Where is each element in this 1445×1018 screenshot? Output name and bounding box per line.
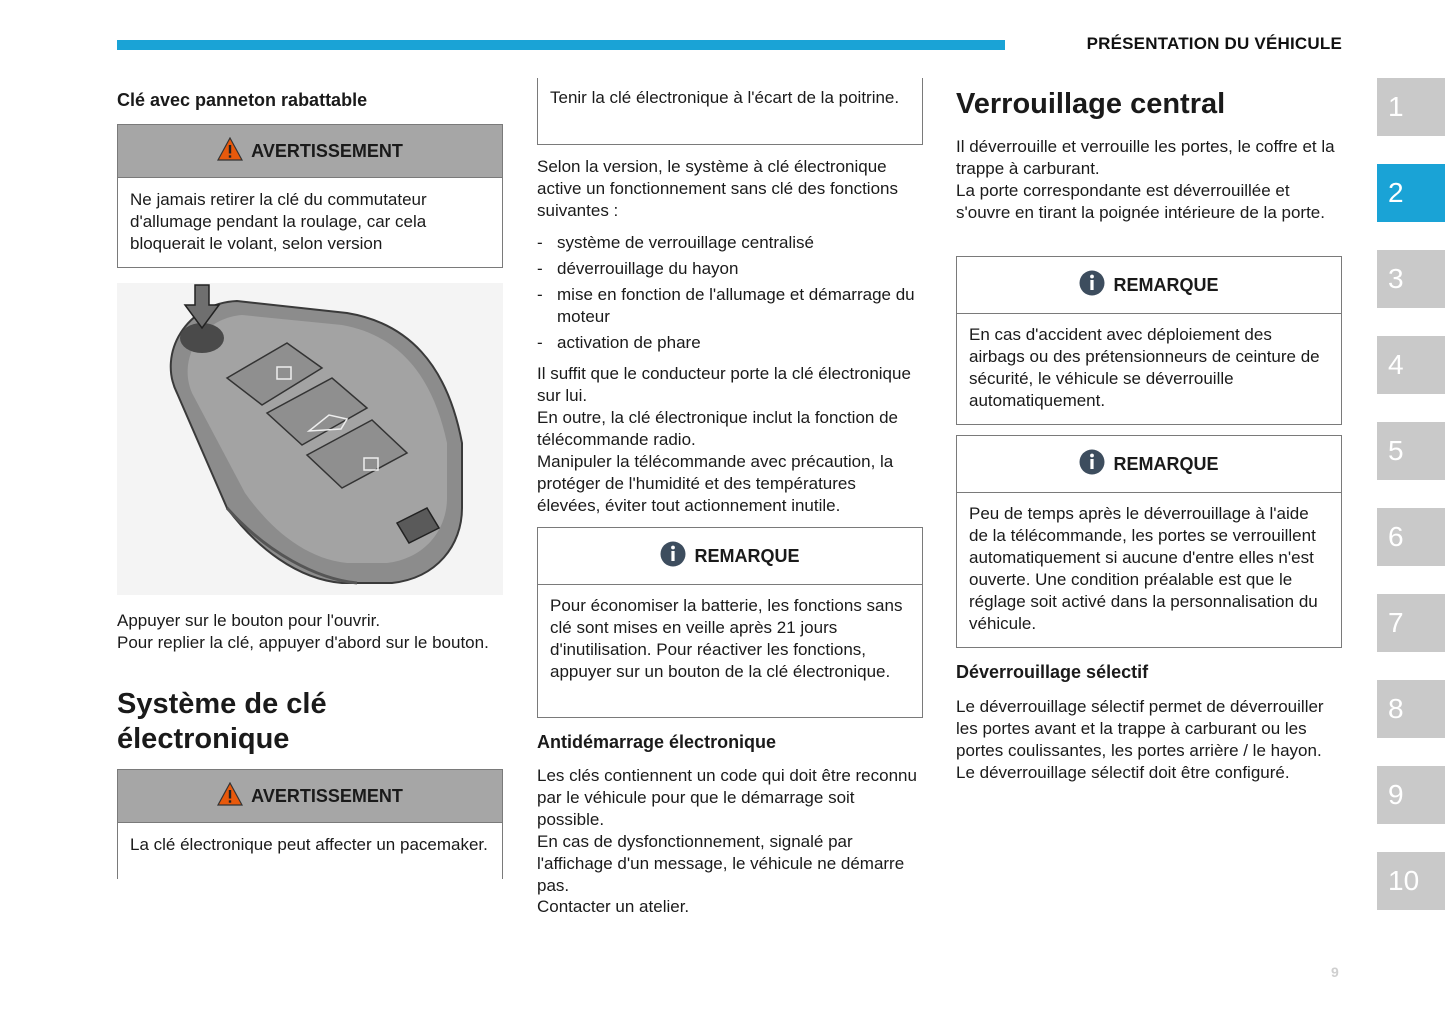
info-icon <box>1079 449 1105 480</box>
paragraph: Manipuler la télécommande avec précaution, la protéger de l'humidité et des températures élevées, éviter tout actionnement inutile. <box>537 452 894 515</box>
warning-text: Tenir la clé électronique à l'écart de la poitrine. <box>550 88 900 107</box>
chapter-tab-7[interactable]: 7 <box>1377 594 1445 652</box>
section-title: PRÉSENTATION DU VÉHICULE <box>1086 34 1342 53</box>
paragraph: Contacter un atelier. <box>537 897 690 916</box>
chapter-tab-2[interactable]: 2 <box>1377 164 1445 222</box>
note-text: Peu de temps après le déverrouillage à l'aide de la télécommande, les portes se verrouillent automatiquement si aucune d'entre elles n'est ouverte. Une condition préalable est que le réglage soit activé dans la personnalisation du véhicule. <box>969 504 1318 633</box>
note-header <box>957 257 1341 314</box>
intro-paragraph: Selon la version, le système à clé électronique active un fonctionnement sans clé des fonctions suivantes : <box>537 157 898 220</box>
chapter-tab-8[interactable]: 8 <box>1377 680 1445 738</box>
warning-triangle-icon <box>217 782 243 811</box>
note-label: REMARQUE <box>694 545 800 566</box>
warning-triangle-icon <box>217 137 243 166</box>
note-box-2 <box>956 435 1342 648</box>
page-number: 9 <box>1331 964 1339 980</box>
warning-header <box>118 770 502 823</box>
warning-text: La clé électronique peut affecter un pacemaker. <box>130 835 488 854</box>
heading-deverrouillage-selectif: Déverrouillage sélectif <box>956 662 1149 682</box>
note-header <box>538 528 922 585</box>
caption-line-1: Appuyer sur le bouton pour l'ouvrir. <box>117 611 381 630</box>
chapter-tab-10[interactable]: 10 <box>1377 852 1445 910</box>
paragraph: Il déverrouille et verrouille les portes, le coffre et la trappe à carburant. <box>956 137 1335 178</box>
note-text: Pour économiser la batterie, les fonctions sans clé sont mises en veille après 21 jours d'inutilisation. Pour réactiver les fonctions, appuyer sur un bouton de la clé électronique. <box>550 596 903 681</box>
paragraph: En cas de dysfonctionnement, signalé par l'affichage d'un message, le véhicule ne démarre pas. <box>537 832 905 895</box>
heading-systeme-cle: Système de clé électronique <box>117 688 327 755</box>
note-header <box>957 436 1341 493</box>
paragraph: En outre, la clé électronique inclut la fonction de télécommande radio. <box>537 408 899 449</box>
paragraph: La porte correspondante est déverrouillée et s'ouvre en tirant la poignée intérieure de la porte. <box>956 181 1325 222</box>
chapter-tab-4[interactable]: 4 <box>1377 336 1445 394</box>
paragraph: Le déverrouillage sélectif permet de déverrouiller les portes avant et la trappe à carburant ou les portes coulissantes, les portes arrière / le hayon. Le déverrouillage sélectif doit être configuré. <box>956 697 1324 782</box>
list-item: - système de verrouillage centralisé <box>537 232 923 254</box>
list-item: - mise en fonction de l'allumage et démarrage du moteur <box>537 284 917 328</box>
function-list <box>537 232 923 358</box>
warning-header <box>118 125 502 178</box>
note-box <box>537 527 923 718</box>
chapter-tab-1[interactable]: 1 <box>1377 78 1445 136</box>
list-item: - activation de phare <box>537 332 923 354</box>
list-item: - déverrouillage du hayon <box>537 258 923 280</box>
note-label: REMARQUE <box>1113 453 1219 474</box>
caption-line-2: Pour replier la clé, appuyer d'abord sur le bouton. <box>117 633 489 652</box>
chapter-tab-6[interactable]: 6 <box>1377 508 1445 566</box>
paragraph: Les clés contiennent un code qui doit être reconnu par le véhicule pour que le démarrage soit possible. <box>537 766 917 829</box>
info-icon <box>1079 270 1105 301</box>
warning-box-1 <box>117 124 503 268</box>
heading-cle-panneton: Clé avec panneton rabattable <box>117 90 368 110</box>
header-accent-bar <box>117 40 1005 50</box>
chapter-tab-5[interactable]: 5 <box>1377 422 1445 480</box>
warning-label: AVERTISSEMENT <box>251 785 403 806</box>
info-icon <box>660 541 686 572</box>
key-fob-illustration <box>117 283 503 595</box>
chapter-tab-9[interactable]: 9 <box>1377 766 1445 824</box>
warning-text: Ne jamais retirer la clé du commutateur d'allumage pendant la roulage, car cela bloquerait le volant, selon version <box>130 190 427 253</box>
heading-verrouillage-central: Verrouillage central <box>956 88 1226 120</box>
note-box-1 <box>956 256 1342 425</box>
paragraph: Il suffit que le conducteur porte la clé électronique sur lui. <box>537 364 911 405</box>
note-text: En cas d'accident avec déploiement des airbags ou des prétensionneurs de ceinture de sécurité, le véhicule se déverrouille automatiquement. <box>969 325 1320 410</box>
chapter-tab-3[interactable]: 3 <box>1377 250 1445 308</box>
warning-box-2 <box>117 769 503 879</box>
warning-box-continued <box>537 78 923 145</box>
note-label: REMARQUE <box>1113 274 1219 295</box>
heading-antidemarrage: Antidémarrage électronique <box>537 732 777 752</box>
warning-label: AVERTISSEMENT <box>251 140 403 161</box>
